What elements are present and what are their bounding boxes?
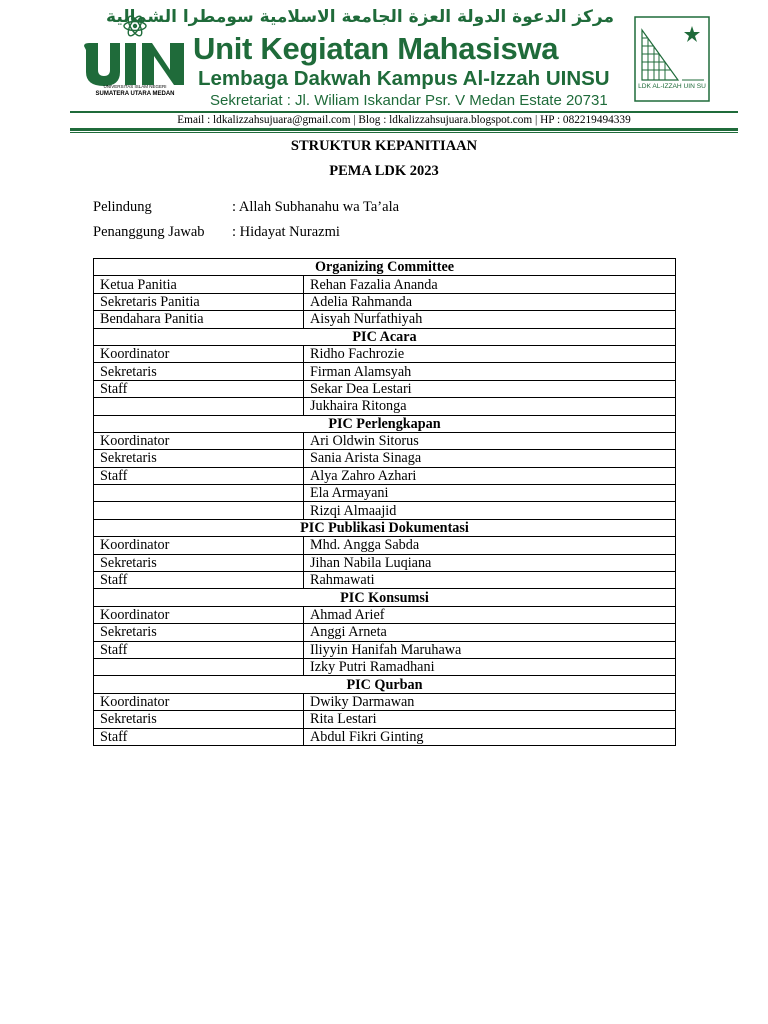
role-cell: Staff bbox=[94, 728, 304, 745]
section-title: PIC Acara bbox=[94, 328, 676, 345]
name-cell: Izky Putri Ramadhani bbox=[304, 658, 676, 675]
role-cell bbox=[94, 485, 304, 502]
name-cell: Ela Armayani bbox=[304, 485, 676, 502]
penanggung-jawab-value: : Hidayat Nurazmi bbox=[232, 224, 340, 240]
table-row bbox=[94, 537, 676, 554]
role-cell: Staff bbox=[94, 572, 304, 589]
name-cell: Jihan Nabila Luqiana bbox=[304, 554, 676, 571]
doc-subtitle: PEMA LDK 2023 bbox=[329, 163, 439, 179]
table-row bbox=[94, 311, 676, 328]
pelindung-row bbox=[93, 199, 399, 216]
pelindung-value: : Allah Subhanahu wa Ta’ala bbox=[232, 199, 400, 215]
committee-table bbox=[93, 258, 676, 746]
org-subtitle: Lembaga Dakwah Kampus Al-Izzah UINSU bbox=[198, 67, 610, 90]
table-row bbox=[94, 450, 676, 467]
ldk-logo-label: LDK AL-IZZAH UIN SU bbox=[638, 83, 706, 90]
name-cell: Anggi Arneta bbox=[304, 624, 676, 641]
letterhead bbox=[0, 0, 768, 134]
table-row bbox=[94, 624, 676, 641]
pelindung-label: Pelindung bbox=[93, 199, 152, 215]
table-row bbox=[94, 432, 676, 449]
role-cell: Ketua Panitia bbox=[94, 276, 304, 293]
table-row bbox=[94, 467, 676, 484]
org-address: Sekretariat : Jl. Wiliam Iskandar Psr. V Medan Estate 20731 bbox=[210, 92, 608, 109]
header-divider-bottom bbox=[70, 128, 738, 131]
role-cell: Staff bbox=[94, 641, 304, 658]
name-cell: Sania Arista Sinaga bbox=[304, 450, 676, 467]
section-header-row bbox=[94, 519, 676, 536]
role-cell: Staff bbox=[94, 380, 304, 397]
name-cell: Dwiky Darmawan bbox=[304, 693, 676, 710]
name-cell: Mhd. Angga Sabda bbox=[304, 537, 676, 554]
contact-line: Email : ldkalizzahsujuara@gmail.com | Blog : ldkalizzahsujuara.blogspot.com | HP : 082219494339 bbox=[177, 114, 631, 126]
section-header-row bbox=[94, 589, 676, 606]
role-cell: Sekretaris Panitia bbox=[94, 293, 304, 310]
role-cell: Bendahara Panitia bbox=[94, 311, 304, 328]
name-cell: Iliyyin Hanifah Maruhawa bbox=[304, 641, 676, 658]
uin-logo-caption: UNIVERSITAS ISLAM NEGERI SUMATERA UTARA MEDAN bbox=[95, 84, 175, 97]
header-divider-thin bbox=[70, 132, 738, 133]
table-row bbox=[94, 554, 676, 571]
table-row bbox=[94, 345, 676, 362]
role-cell: Sekretaris bbox=[94, 624, 304, 641]
role-cell: Koordinator bbox=[94, 606, 304, 623]
table-row bbox=[94, 728, 676, 745]
role-cell bbox=[94, 658, 304, 675]
name-cell: Firman Alamsyah bbox=[304, 363, 676, 380]
section-title: Organizing Committee bbox=[94, 259, 676, 276]
name-cell: Ari Oldwin Sitorus bbox=[304, 432, 676, 449]
role-cell: Koordinator bbox=[94, 693, 304, 710]
name-cell: Sekar Dea Lestari bbox=[304, 380, 676, 397]
table-row bbox=[94, 572, 676, 589]
section-header-row bbox=[94, 676, 676, 693]
name-cell: Rizqi Almaajid bbox=[304, 502, 676, 519]
table-row bbox=[94, 711, 676, 728]
table-row bbox=[94, 363, 676, 380]
section-header-row bbox=[94, 328, 676, 345]
role-cell: Sekretaris bbox=[94, 711, 304, 728]
table-row bbox=[94, 693, 676, 710]
table-row bbox=[94, 606, 676, 623]
role-cell: Sekretaris bbox=[94, 363, 304, 380]
table-row bbox=[94, 380, 676, 397]
table-row bbox=[94, 641, 676, 658]
table-row bbox=[94, 398, 676, 415]
role-cell: Sekretaris bbox=[94, 450, 304, 467]
committee-table-body bbox=[94, 259, 676, 746]
penanggung-jawab-label: Penanggung Jawab bbox=[93, 224, 205, 240]
doc-title: STRUKTUR KEPANITIAAN bbox=[290, 138, 478, 154]
name-cell: Rahmawati bbox=[304, 572, 676, 589]
section-title: PIC Konsumsi bbox=[94, 589, 676, 606]
name-cell: Abdul Fikri Ginting bbox=[304, 728, 676, 745]
role-cell: Koordinator bbox=[94, 432, 304, 449]
section-title: PIC Publikasi Dokumentasi bbox=[94, 519, 676, 536]
section-title: PIC Qurban bbox=[94, 676, 676, 693]
name-cell: Ahmad Arief bbox=[304, 606, 676, 623]
arabic-header: مركز الدعوة الدولة العزة الجامعة الاسلامية سومطرا الشمالية bbox=[106, 7, 614, 27]
table-row bbox=[94, 276, 676, 293]
name-cell: Jukhaira Ritonga bbox=[304, 398, 676, 415]
name-cell: Rehan Fazalia Ananda bbox=[304, 276, 676, 293]
section-header-row bbox=[94, 259, 676, 276]
role-cell bbox=[94, 502, 304, 519]
role-cell: Koordinator bbox=[94, 537, 304, 554]
name-cell: Adelia Rahmanda bbox=[304, 293, 676, 310]
table-row bbox=[94, 293, 676, 310]
name-cell: Alya Zahro Azhari bbox=[304, 467, 676, 484]
role-cell: Koordinator bbox=[94, 345, 304, 362]
section-header-row bbox=[94, 415, 676, 432]
role-cell: Sekretaris bbox=[94, 554, 304, 571]
name-cell: Ridho Fachrozie bbox=[304, 345, 676, 362]
table-row bbox=[94, 485, 676, 502]
table-row bbox=[94, 502, 676, 519]
section-title: PIC Perlengkapan bbox=[94, 415, 676, 432]
name-cell: Aisyah Nurfathiyah bbox=[304, 311, 676, 328]
name-cell: Rita Lestari bbox=[304, 711, 676, 728]
table-row bbox=[94, 658, 676, 675]
penanggung-jawab-row bbox=[93, 224, 340, 241]
role-cell: Staff bbox=[94, 467, 304, 484]
org-title: Unit Kegiatan Mahasiswa bbox=[193, 31, 559, 66]
role-cell bbox=[94, 398, 304, 415]
